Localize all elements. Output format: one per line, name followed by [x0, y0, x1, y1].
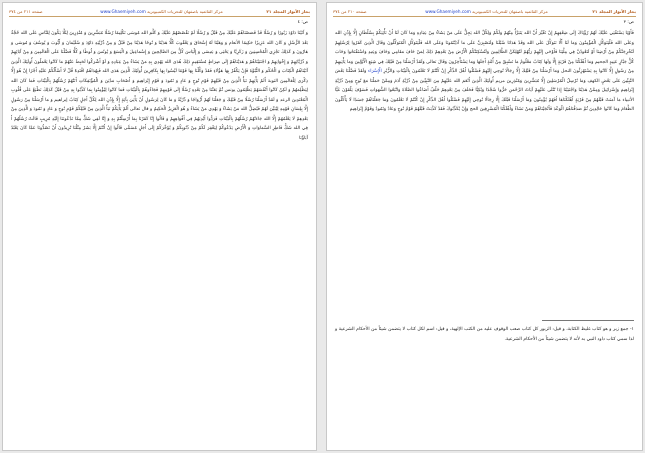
book-title: بحار الأنوار المجلد ٢١: [592, 9, 636, 14]
right-page: [327, 3, 642, 450]
paragraph: فَأَوْيَا يَسْتَفْتِي عَلَيْكَ لَهُمْ رُؤْيَاكَ إِلَى ضِعْفِهِمْ إِنْ تَغْيِّرَ أَنَّ الله يَتَبَرَّأُ مِنْهُمْ وَلَكُمْ وَلِكُلِّ الله يَجِلُّ عَلَى مَنْ يَشَاءُ مِنْ عِبَادِهِ وَمَا كَانَ لَنَا أَنْ نَأْتِيَكُمْ بِسُلْطَانٍ إِلَّا بِإِذْنِ الله وَعَلَى الله فَلْيَتَوَكَّلِ الْمُؤْمِنُونَ وَمَا لَنَا أَلَّا نَتَوَكَّلَ عَلَى الله وَقَدْ هَدَانَا سُبُلَنَا وَلَنَصْبِرَنَّ عَلَى مَا آذَيْتُمُونَا وَعَلَى الله فَلْيَتَوَكَّلِ الْمُتَوَكِّلُونَ وَقَالَ الَّذِينَ كَفَرُوا لِرُسُلِهِمْ لَنُخْرِجَنَّكُمْ مِنْ أَرْضِنَا أَوْ لَتَعُودُنَّ فِي مِلَّتِنَا فَأَوْحَى إِلَيْهِمْ رَبُّهُمْ لَنُهْلِكَنَّ الظَّالِمِينَ وَلَنُسْكِنَنَّكُمُ الْأَرْضَ مِنْ بَعْدِهِمْ ذَلِكَ لِمَنْ خَافَ مَقَامِي وَخَافَ وَعِيدِ وَاسْتَفْتَحُوا وَخَابَ كُلُّ جَبَّارٍ عَنِيدٍ الجحيم وَمَا أَهْلَكْنَا مِنْ قَرْيَةٍ إِلَّا وَلَهَا كِتَابٌ مَعْلُومٌ مَا تَسْبِقُ مِنْ أُمَّةٍ أَجَلَهَا وَمَا يَسْتَأْخِرُونَ وَقَالَ تعالى وَلَقَدْ أَرْسَلْنَا مِنْ قَبْلِكَ فِي شِيَعِ الْأَوَّلِينَ وَمَا يَأْتِيهِمْ مِنْ رَسُولٍ إِلَّا كَانُوا بِهِ يَسْتَهْزِئُونَ النحل وَمَا أَرْسَلْنَا مِنْ قَبْلِكَ إِلَّا رِجَالًا نُوحِي إِلَيْهِمْ فَسْئَلُوا أَهْلَ الذِّكْرِ إِنْ كُنْتُمْ لَا تَعْلَمُونَ بِالْبَيِّنَاتِ وَالزُّبُرِ الْإِسْرَاء وَلَقَدْ فَضَّلْنَا بَعْضَ النَّبِيِّينَ عَلَى بَعْضٍ الكهف وَمَا نُرْسِلُ الْمُرْسَلِينَ إِلَّا مُبَشِّرِينَ وَمُنْذِرِينَ مريم أُولَئِكَ الَّذِينَ أَنْعَمَ الله عَلَيْهِمْ مِنَ النَّبِيِّينَ مِنْ ذُرِّيَّةِ آدَمَ وَمِمَّنْ حَمَلْنَا مَعَ نُوحٍ وَمِنْ ذُرِّيَّةِ إِبْرَاهِيمَ وَإِسْرَائِيلَ وَمِمَّنْ هَدَيْنَا وَاجْتَبَيْنَا إِذَا تُتْلَى عَلَيْهِمْ آيَاتُ الرَّحْمَنِ خَرُّوا سُجَّدًا وَبُكِيًّا فَخَلَفَ مِنْ بَعْدِهِمْ خَلْفٌ أَضَاعُوا الصَّلَاةَ وَاتَّبَعُوا الشَّهَوَاتِ فَسَوْفَ يَلْقَوْنَ غَيًّا الأنبياء مَا آمَنَتْ قَبْلَهُمْ مِنْ قَرْيَةٍ أَهْلَكْنَاهَا أَفَهُمْ يُؤْمِنُونَ وَمَا أَرْسَلْنَا قَبْلَكَ إِلَّا رِجَالًا نُوحِي إِلَيْهِمْ فَسْئَلُوا أَهْلَ الذِّكْرِ إِنْ كُنْتُمْ لَا تَعْلَمُونَ وَمَا جَعَلْنَاهُمْ جَسَدًا لَا يَأْكُلُونَ الطَّعَامَ وَمَا كَانُوا خَالِدِينَ ثُمَّ صَدَقْنَاهُمُ الْوَعْدَ فَأَنْجَيْنَاهُمْ وَمَنْ نَشَاءُ وَأَهْلَكْنَا الْمُسْرِفِينَ الحج وَإِنْ يُكَذِّبُوكَ فَقَدْ كَذَّبَتْ قَبْلَهُمْ قَوْمُ نُوحٍ وَعَادٌ وَثَمُودُ وَقَوْمُ إِبْرَاهِيمَ: [335, 31, 634, 112]
book-title: بحار الأنوار المجلد ٢١: [266, 9, 310, 14]
left-page: [3, 3, 316, 450]
body-text: [335, 29, 634, 115]
paragraph: وَ آتَيْنَا دَاوُدَ زَبُورًا وَ رُسُلًا قَدْ قَصَصْنَاهُمْ عَلَيْكَ مِنْ قَبْلُ وَ رُسُلًا لَمْ نَقْصُصْهُمْ عَلَيْكَ وَ كَلَّمَ الله مُوسَى تَكْلِيمًا رُسُلًا مُبَشِّرِينَ وَ مُنْذِرِينَ لِئَلَّا يَكُونَ لِلنَّاسِ عَلَى الله حُجَّةٌ بَعْدَ الرُّسُلِ وَ كَانَ الله عَزِيزًا حَكِيمًا الأنعام وَ وَهَبْنَا لَهُ إِسْحَاقَ وَ يَعْقُوبَ كُلًّا هَدَيْنَا وَ نُوحًا هَدَيْنَا مِنْ قَبْلُ وَ مِنْ ذُرِّيَّتِهِ دَاوُدَ وَ سُلَيْمَانَ وَ أَيُّوبَ وَ يُوسُفَ وَ مُوسَى وَ هَارُونَ وَ كَذَلِكَ نَجْزِي الْمُحْسِنِينَ وَ زَكَرِيَّا وَ يَحْيَى وَ عِيسَى وَ إِلْيَاسَ كُلٌّ مِنَ الصَّالِحِينَ وَ إِسْمَاعِيلَ وَ الْيَسَعَ وَ يُونُسَ وَ لُوطًا وَ كُلًّا فَضَّلْنَا عَلَى الْعَالَمِينَ وَ مِنْ آبَائِهِمْ وَ ذُرِّيَّاتِهِمْ وَ إِخْوَانِهِمْ وَ اجْتَبَيْنَاهُمْ وَ هَدَيْنَاهُمْ إِلَى صِرَاطٍ مُسْتَقِيمٍ ذَلِكَ هُدَى الله يَهْدِي بِهِ مَنْ يَشَاءُ مِنْ عِبَادِهِ وَ لَوْ أَشْرَكُوا لَحَبِطَ عَنْهُمْ مَا كَانُوا يَعْمَلُونَ أُولَئِكَ الَّذِينَ آتَيْنَاهُمُ الْكِتَابَ وَ الْحُكْمَ وَ النُّبُوَّةَ فَإِنْ يَكْفُرْ بِهَا هَؤُلَاءِ فَقَدْ وَكَّلْنَا بِهَا قَوْمًا لَيْسُوا بِهَا بِكَافِرِينَ أُولَئِكَ الَّذِينَ هَدَى الله فَبِهُدَاهُمُ اقْتَدِهْ قُلْ لَا أَسْأَلُكُمْ عَلَيْهِ أَجْرًا إِنْ هُوَ إِلَّا ذِكْرَى لِلْعَالَمِينَ التوبة أَلَمْ يَأْتِهِمْ نَبَأُ الَّذِينَ مِنْ قَبْلِهِمْ قَوْمِ نُوحٍ وَ عَادٍ وَ ثَمُودَ وَ قَوْمِ إِبْرَاهِيمَ وَ أَصْحَابِ مَدْيَنَ وَ الْمُؤْتَفِكَاتِ أَتَتْهُمْ رُسُلُهُمْ بِالْبَيِّنَاتِ فَمَا كَانَ الله لِيَظْلِمَهُمْ وَ لَكِنْ كَانُوا أَنْفُسَهُمْ يَظْلِمُونَ يونس ثُمَّ بَعَثْنَا مِنْ بَعْدِهِ رُسُلًا إِلَى قَوْمِهِمْ فَجَاءُوهُمْ بِالْبَيِّنَاتِ فَمَا كَانُوا لِيُؤْمِنُوا بِمَا كَذَّبُوا بِهِ مِنْ قَبْلُ كَذَلِكَ نَطْبَعُ عَلَى قُلُوبِ الْمُعْتَدِينَ الرعد وَ لَقَدْ أَرْسَلْنَا رُسُلًا مِنْ قَبْلِكَ وَ جَعَلْنَا لَهُمْ أَزْوَاجًا وَ ذُرِّيَّةً وَ مَا كَانَ لِرَسُولٍ أَنْ يَأْتِيَ بِآيَةٍ إِلَّا بِإِذْنِ الله لِكُلِّ أَجَلٍ كِتَابٌ إبراهيم وَ مَا أَرْسَلْنَا مِنْ رَسُولٍ إِلَّا بِلِسَانِ قَوْمِهِ لِيُبَيِّنَ لَهُمْ فَيُضِلُّ الله مَنْ يَشَاءُ وَ يَهْدِي مَنْ يَشَاءُ وَ هُوَ الْعَزِيزُ الْحَكِيمُ و قال تعالى أَلَمْ يَأْتِكُمْ نَبَأُ الَّذِينَ مِنْ قَبْلِكُمْ قَوْمِ نُوحٍ وَ عَادٍ وَ ثَمُودَ وَ الَّذِينَ مِنْ بَعْدِهِمْ لَا يَعْلَمُهُمْ إِلَّا الله جَاءَتْهُمْ رُسُلُهُمْ بِالْبَيِّنَاتِ فَرَدُّوا أَيْدِيَهُمْ فِي أَفْوَاهِهِمْ وَ قَالُوا إِنَّا كَفَرْنَا بِمَا أُرْسِلْتُمْ بِهِ وَ إِنَّا لَفِي شَكٍّ مِمَّا تَدْعُونَنَا إِلَيْهِ مُرِيبٍ قَالَتْ رُسُلُهُمْ أَ فِي الله شَكٌّ فَاطِرِ السَّمَاوَاتِ وَ الْأَرْضِ يَدْعُوكُمْ لِيَغْفِرَ لَكُمْ مِنْ ذُنُوبِكُمْ وَ يُؤَخِّرَكُمْ إِلَى أَجَلٍ مُسَمًّى قَالُوا إِنْ أَنْتُمْ إِلَّا بَشَرٌ مِثْلُنَا تُرِيدُونَ أَنْ تَصُدُّونَا عَمَّا كَانَ يَعْبُدُ آبَاؤُنَا: [11, 31, 308, 141]
footnote-link[interactable]: الْإِسْرَاء: [368, 69, 382, 74]
footnote: [335, 325, 634, 344]
publisher-line: [421, 7, 547, 16]
publisher-name: مركز القائمية باصفهان للتحريات الكمبيوترية: [472, 9, 548, 14]
footnote-text: ١- جمع زبر و هو كتاب غليظ الكتابة، و قيل: الزبور كل كتاب صعب الوقوف عليه من الكتب الإلهية، و قيل: اسم لكل كتاب لا يتضمن شيئاً من الأحكام الشرعية و لذا سمي كتاب داود النبي به لأنه لا يتضمن شيئاً من الأحكام الشرعية.: [335, 327, 634, 342]
page-header: [9, 7, 310, 17]
page-number: ص: ٣: [623, 20, 634, 25]
page-number: ص: ٤: [297, 20, 308, 25]
footnote-divider: [542, 320, 634, 321]
body-text: [11, 29, 308, 143]
website-link[interactable]: www.Ghaemiyeh.com: [425, 9, 471, 14]
publisher-line: [96, 7, 222, 16]
page-header: [333, 7, 636, 17]
website-link[interactable]: www.Ghaemiyeh.com: [100, 9, 146, 14]
page-counter: صفحة ٢١١ من ٣٧٤: [9, 9, 43, 14]
page-counter: صفحة ٢١٠ من ٣٧٤: [333, 9, 367, 14]
publisher-name: مركز القائمية باصفهان للتحريات الكمبيوترية: [147, 9, 223, 14]
